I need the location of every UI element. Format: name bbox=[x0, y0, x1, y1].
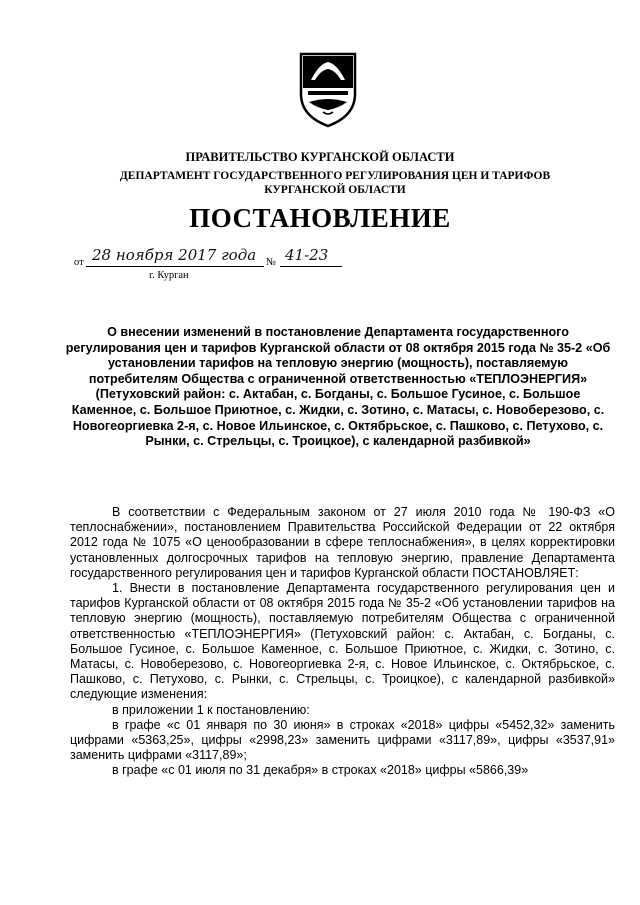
date-underline bbox=[86, 266, 264, 267]
preamble-paragraph: В соответствии с Федеральным законом от 27 июля 2010 года № 190-ФЗ «О теплоснабжении», постановлением Правительства Российской Федерации от 22 октября 2012 года № 1075 «О ценообразовании в сфере теплоснабжения», в целях корректировки установленных долгосрочных тарифов на тепловую энергию, правление Департамента государственного регулирования цен и тарифов Курганской области ПОСТАНОВЛЯЕТ: bbox=[70, 505, 615, 580]
number-label: № bbox=[266, 257, 277, 268]
change-paragraph-jan-jun: в графе «с 01 января по 30 июня» в строках «2018» цифры «5452,32» заменить цифрами «5363,25», цифры «2998,23» заменить цифрами «3117,89», цифры «3537,91» заменить цифрами «3117,89»; bbox=[70, 717, 615, 763]
government-title: ПРАВИТЕЛЬСТВО КУРГАНСКОЙ ОБЛАСТИ bbox=[185, 150, 455, 164]
resolution-body bbox=[70, 505, 615, 779]
handwritten-date: 28 ноября 2017 года bbox=[92, 246, 257, 264]
clause-1-paragraph: 1. Внести в постановление Департамента государственного регулирования цен и тарифов Курганской области от 08 октября 2015 года № 35-2 «Об установлении тарифов на тепловую энергию (мощность), поставляемую потребителям Общества с ограниченной ответственностью «ТЕПЛОЭНЕРГИЯ» (Петуховский район: с. Актабан, с. Богданы, с. Большое Гусиное, с. Большое Каменное, с. Большое Приютное, с. Жидки, с. Зотино, с. Матасы, с. Новоберезово, с. Новогеоргиевка 2-я, с. Новое Ильинское, с. Октябрьское, с. Пашково, с. Петухово, с. Рынки, с. Стрельцы, с. Троицкое), с календарной разбивкой» следующие изменения: bbox=[70, 581, 615, 702]
resolution-heading: О внесении изменений в постановление Департамента государственного регулирования цен и тарифов Курганской области от 08 октября 2015 года № 35-2 «Об установлении тарифов на тепловую энергию (мощность), поставляемую потребителям Общества с ограниченной ответственностью «ТЕПЛОЭНЕРГИЯ» (Петуховский район: с. Актабан, с. Богданы, с. Большое Гусиное, с. Большое Каменное, с. Большое Приютное, с. Жидки, с. Зотино, с. Матасы, с. Новоберезово, с. Новогеоргиевка 2-я, с. Новое Ильинское, с. Октябрьское, с. Пашково, с. Петухово, с. Рынки, с. Стрельцы, с. Троицкое), с календарной разбивкой» bbox=[65, 325, 611, 449]
department-title: ДЕПАРТАМЕНТ ГОСУДАРСТВЕННОГО РЕГУЛИРОВАНИЯ ЦЕН И ТАРИФОВ КУРГАНСКОЙ ОБЛАСТИ bbox=[119, 170, 551, 196]
change-paragraph-jul-dec: в графе «с 01 июля по 31 декабря» в строках «2018» цифры «5866,39» bbox=[112, 763, 529, 778]
city-label: г. Курган bbox=[149, 270, 189, 281]
appendix-reference-paragraph: в приложении 1 к постановлению: bbox=[112, 702, 310, 717]
handwritten-number: 41-23 bbox=[285, 246, 329, 264]
number-underline bbox=[280, 266, 342, 267]
document-type-title: ПОСТАНОВЛЕНИЕ bbox=[189, 203, 451, 233]
coat-of-arms-emblem bbox=[295, 50, 361, 128]
date-prefix-label: от bbox=[74, 257, 84, 268]
